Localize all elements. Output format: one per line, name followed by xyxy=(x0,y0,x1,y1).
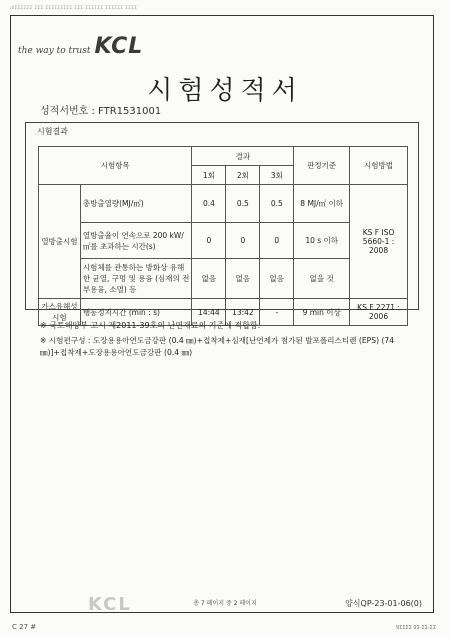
row-heat-rate-item: 열방출율이 연속으로 200 kW/㎡를 초과하는 시간(s) xyxy=(80,223,192,259)
row-stop-time-criteria: 9 min 이상 xyxy=(294,299,350,326)
row-stop-time-item: 행동정지시간 (min : s) xyxy=(80,299,192,326)
kcl-logo xyxy=(18,34,143,59)
row-cracks-r3: 없음 xyxy=(260,259,294,299)
row-heat-rate-r2: 0 xyxy=(226,223,260,259)
scan-bottom-left: C 27 # xyxy=(12,623,37,631)
row-stop-time-r3: - xyxy=(260,299,294,326)
group-gas-toxicity: 가스유해성 시험 xyxy=(39,299,81,326)
results-table xyxy=(38,146,408,326)
header-criteria: 판정기준 xyxy=(294,147,350,185)
logo-brand: KCL xyxy=(94,34,144,59)
header-result: 결과 xyxy=(192,147,294,166)
row-total-heat-r2: 0.5 xyxy=(226,185,260,223)
row-total-heat-r3: 0.5 xyxy=(260,185,294,223)
group-heat-release: 열방출시험 xyxy=(39,185,81,299)
row-cracks-r1: 없음 xyxy=(192,259,226,299)
method-ks2271: KS F 2271 : 2006 xyxy=(350,299,408,326)
footer-kcl-watermark: KCL xyxy=(88,594,132,615)
row-total-heat-criteria: 8 MJ/㎡ 이하 xyxy=(294,185,350,223)
row-cracks-criteria: 없을 것 xyxy=(294,259,350,299)
row-stop-time-r1: 14:44 xyxy=(192,299,226,326)
row-stop-time-r2: 13:42 xyxy=(226,299,260,326)
method-iso5660: KS F ISO 5660-1 : 2008 xyxy=(350,185,408,299)
page-count: 총 7 페이지 중 2 페이지 xyxy=(193,600,257,607)
row-cracks-item: 시험체를 관통하는 방화상 유해한 균열, 구멍 및 용융 (심재의 전부용융, 소멸) 등 xyxy=(80,259,192,299)
header-round-2: 2회 xyxy=(226,166,260,185)
row-total-heat-r1: 0.4 xyxy=(192,185,226,223)
scan-bottom-right: 9ΣΣΣΣ 9Σ-ΣΣ-ΣΣ xyxy=(396,625,436,631)
row-total-heat-item: 총방출열량(MJ/㎡) xyxy=(80,185,192,223)
specimen-composition-note: ※ 시험편구성 : 도장용용아연도금강판 (0.4 ㎜)+접착제+심재[난연제가 첨가된 발포폴리스티렌 (EPS) (74 ㎜)]+접착제+도장용용아연도금강판 (0.4 ㎜) xyxy=(40,336,395,357)
form-number: 양식QP-23-01-06(0) xyxy=(345,599,422,608)
header-method: 시험방법 xyxy=(350,147,408,185)
row-heat-rate-r1: 0 xyxy=(192,223,226,259)
compliance-note: ※ 국토해양부 고시 제2011-39호의 난연재료의 기준에 적합함. xyxy=(40,321,261,330)
header-round-3: 3회 xyxy=(260,166,294,185)
row-heat-rate-criteria: 10 s 이하 xyxy=(294,223,350,259)
scan-header-text: ı0ΣΣΣΣΣΣ ΣΣΣ ΣΣΣΣΣΣΣΣΣ ΣΣΣ ΣΣΣΣΣΣ ΣΣΣΣΣΣ ΣΣΣΣ xyxy=(10,5,138,10)
header-test-item: 시험항목 xyxy=(39,147,192,185)
document-title: 시험성적서 xyxy=(147,76,303,106)
report-number: 성적서번호 : FTR1531001 xyxy=(40,106,162,117)
results-label: 시험결과 xyxy=(37,127,68,136)
header-round-1: 1회 xyxy=(192,166,226,185)
logo-tagline: the way to trust xyxy=(18,46,91,56)
row-cracks-r2: 없음 xyxy=(226,259,260,299)
row-heat-rate-r3: 0 xyxy=(260,223,294,259)
